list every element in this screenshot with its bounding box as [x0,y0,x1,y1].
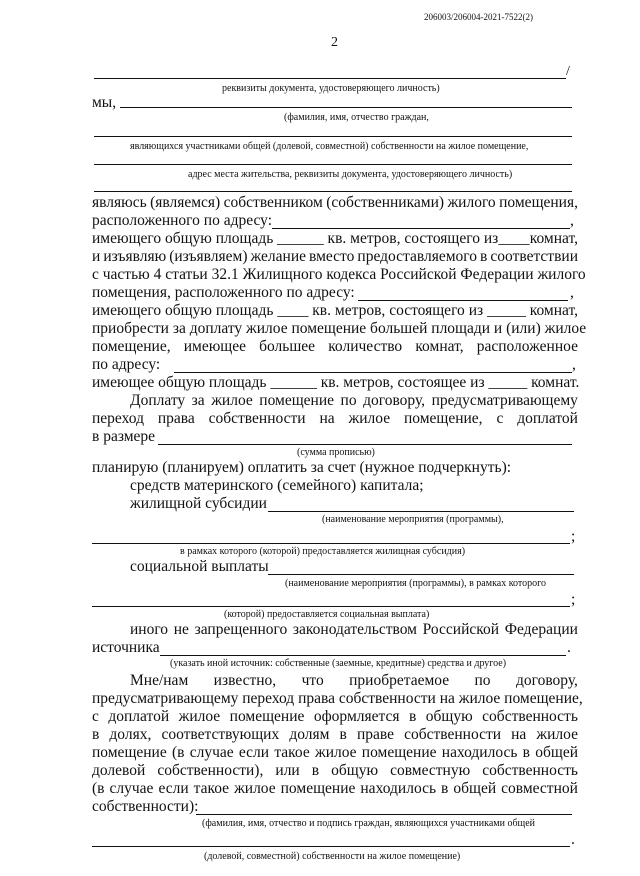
word: в [408,708,417,725]
word: долевой [92,762,146,779]
word: изъявляю [103,248,167,265]
slash-mark: / [566,64,570,79]
word: по [340,392,357,409]
word: оформляется [313,708,400,725]
signature-continue-field[interactable] [92,846,570,847]
word: на [511,726,527,743]
caption-program-1: (наименование мероприятия (программы), [322,514,504,525]
word: известно, [213,672,277,689]
text-line-18: социальной выплаты [130,558,269,575]
word: с [496,410,504,427]
word: совместную [390,762,471,779]
word: жилого [447,194,496,211]
word: или [275,762,300,779]
caption-identity: реквизиты документа, удостоверяющего личность) [222,83,440,94]
text-line-25 [92,744,578,762]
word: права [157,410,195,427]
word: переход [92,410,144,427]
text-line-24 [92,726,578,744]
word: большее [259,338,316,355]
period: . [567,639,571,656]
blank: _____ [487,302,526,319]
social-continue-field[interactable] [92,606,570,607]
word: соответствии [490,248,578,265]
comma: , [570,284,574,301]
word: совместной [501,780,578,797]
word: по [474,672,491,689]
word: площадь [215,302,274,319]
word: (являемся) [150,194,221,211]
caption-signature: (фамилия, имя, отчество и подпись граждан, являющихся участниками общей [202,818,536,829]
source-field[interactable] [160,655,566,656]
caption-source: (указать иной источник: собственные (заемные, кредитные) средства и другое) [170,658,507,669]
word: помещение [229,708,305,725]
word: комнат, [529,302,578,319]
text-line-16: средств материнского (семейного) капитала; [130,477,424,494]
word: состоящего [389,302,465,319]
text-line-1 [92,194,578,212]
sum-field[interactable] [158,444,572,445]
word: имеющего [92,302,162,319]
word: общей [535,744,578,761]
text-line-3 [92,230,578,248]
word: общую [425,708,473,725]
word: Мне/нам [130,672,189,689]
text-line-21 [130,672,578,690]
semicolon: ; [571,528,576,545]
word: договору, [363,392,426,409]
word: (изъявляем) [169,248,248,265]
word: жилое [178,708,221,725]
word: общую [165,302,212,319]
signature-field[interactable] [196,814,572,815]
word: Российской [422,621,500,638]
word: комнат, [529,230,578,247]
text-line-13 [92,410,578,428]
word: на [319,410,335,427]
area-phrase: имеющего общую площадь ______ кв. метров, состоящего из [92,230,499,247]
page-number: 2 [331,35,338,50]
word: общей [453,780,497,797]
word: помещение, [403,410,483,427]
text-line-6: помещения, расположенного по адресу: [92,284,355,301]
word: такое [193,780,230,797]
word: соответствующих [161,726,280,743]
word: с [92,708,99,725]
word: собственности [404,726,502,743]
fio-line [120,107,572,108]
caption-program-2: (наименование мероприятия (программы), в рамках которого [285,578,547,589]
caption-fio: (фамилия, имя, отчество граждан, [284,112,429,123]
word: приобретаемое [349,672,450,689]
word: вместо [309,248,355,265]
word: (в [171,744,185,761]
word: собственником [223,194,323,211]
word: предоставляемого [357,248,478,265]
word: помещение [92,744,167,761]
word: и [92,248,101,265]
caption-shared: (долевой, совместной) собственности на жилое помещение) [204,851,461,862]
text-line-26 [92,762,578,780]
document-id: 206003/206004-2021-7522(2) [424,12,533,22]
word: жилое [536,726,578,743]
word: в [311,762,320,779]
text-line-11: имеющее общую площадь ______ кв. метров, состоящее из _____ комнат. [92,374,580,391]
word: собственности), [157,762,264,779]
caption-sum: (сумма прописью) [297,447,375,458]
blank: ____ [277,302,309,319]
comma: , [572,356,576,373]
word: если [158,780,189,797]
word: если [238,744,270,761]
address-field-1[interactable] [272,228,570,229]
word: из [468,302,484,319]
word: долях, [109,726,152,743]
period: . [571,831,575,848]
text-line-8: приобрести за доплату жилое помещение большей площади и (или) жилое [92,320,587,337]
word: договору, [515,672,578,689]
text-line-14: в размере [92,428,156,445]
word: законодательством [292,621,417,638]
word: помещение [361,744,437,761]
word: помещение, [92,338,171,355]
text-line-10: по адресу: [92,356,161,373]
separator-line [94,191,572,192]
caption-subsidy: в рамках которого (которой) предоставляется жилищная субсидия) [180,546,466,557]
subsidy-continue-field[interactable] [92,543,570,544]
text-line-17: жилищной субсидии [130,495,267,512]
word: доплатой [517,410,578,427]
word: Федерации [504,621,578,638]
word: в [522,744,530,761]
text-line-22: предусматривающему переход права собственности на жилое помещение, [92,690,583,707]
word: жилое [211,392,253,409]
word: комнат, [415,338,464,355]
word: в [441,780,449,797]
word: жилое [348,410,391,427]
word: что [301,672,324,689]
word: не [173,621,189,638]
word: являюсь [92,194,147,211]
word: в [480,248,488,265]
word: общую [331,762,379,779]
text-line-4 [92,248,578,266]
text-line-7 [92,302,578,320]
word: имеющее [183,338,246,355]
word: в [339,726,347,743]
word: (в [92,780,105,797]
text-line-9 [92,338,578,356]
word: в [92,726,100,743]
text-line-27 [92,780,578,798]
word: доплатой [108,708,170,725]
text-line-19 [130,621,578,639]
word: кв. [312,302,331,319]
word: за [191,392,205,409]
word: иного [130,621,169,638]
semicolon: ; [571,591,576,608]
word: помещения, [499,194,578,211]
text-line-5: с частью 4 статьи 32.1 Жилищного кодекса Российской Федерации жилого [92,266,586,283]
word: Доплату [130,392,186,409]
caption-address: адрес места жительства, реквизиты документа, удостоверяющего личность) [188,169,513,180]
rooms-blank: ____ [498,230,530,247]
participants-line [94,136,572,137]
address-field-3[interactable] [174,372,572,373]
word: помещение [259,392,335,409]
caption-participants: являющихся участниками общей (долевой, совместной) собственности на жилое помещение, [130,141,529,152]
text-line-2: расположенного по адресу: [92,212,272,229]
identity-line [94,78,566,79]
comma: , [570,212,574,229]
text-line-15: планирую (планируем) оплатить за счет (нужное подчеркнуть): [92,459,512,476]
word: собственность [482,762,578,779]
subsidy-program-field[interactable] [268,511,574,512]
word: случае [189,744,234,761]
word: количество [328,338,403,355]
text-line-23 [92,708,578,726]
word: расположенное [476,338,578,355]
word: находилось [441,744,518,761]
word: случае [109,780,154,797]
word: желание [250,248,307,265]
word: находилось [360,780,437,797]
word: собственности [208,410,306,427]
text-line-28: собственности): [92,798,199,815]
caption-social: (которой) предоставляется социальная выплата) [224,609,430,620]
word: жилое [314,744,357,761]
address-field-2[interactable] [358,300,568,301]
my-label: мы, [92,94,117,111]
word: предусматривающему [431,392,578,409]
word: помещение [280,780,356,797]
address-line [94,164,572,165]
text-line-12 [130,392,578,410]
word: запрещенного [194,621,288,638]
word: праве [356,726,394,743]
word: собственность [482,708,578,725]
word: такое [274,744,310,761]
social-program-field[interactable] [268,574,574,575]
word: метров, [334,302,386,319]
word: жилое [234,780,276,797]
word: долям [289,726,330,743]
word: (собственниками) [326,194,445,211]
text-line-20: источника [92,639,160,656]
